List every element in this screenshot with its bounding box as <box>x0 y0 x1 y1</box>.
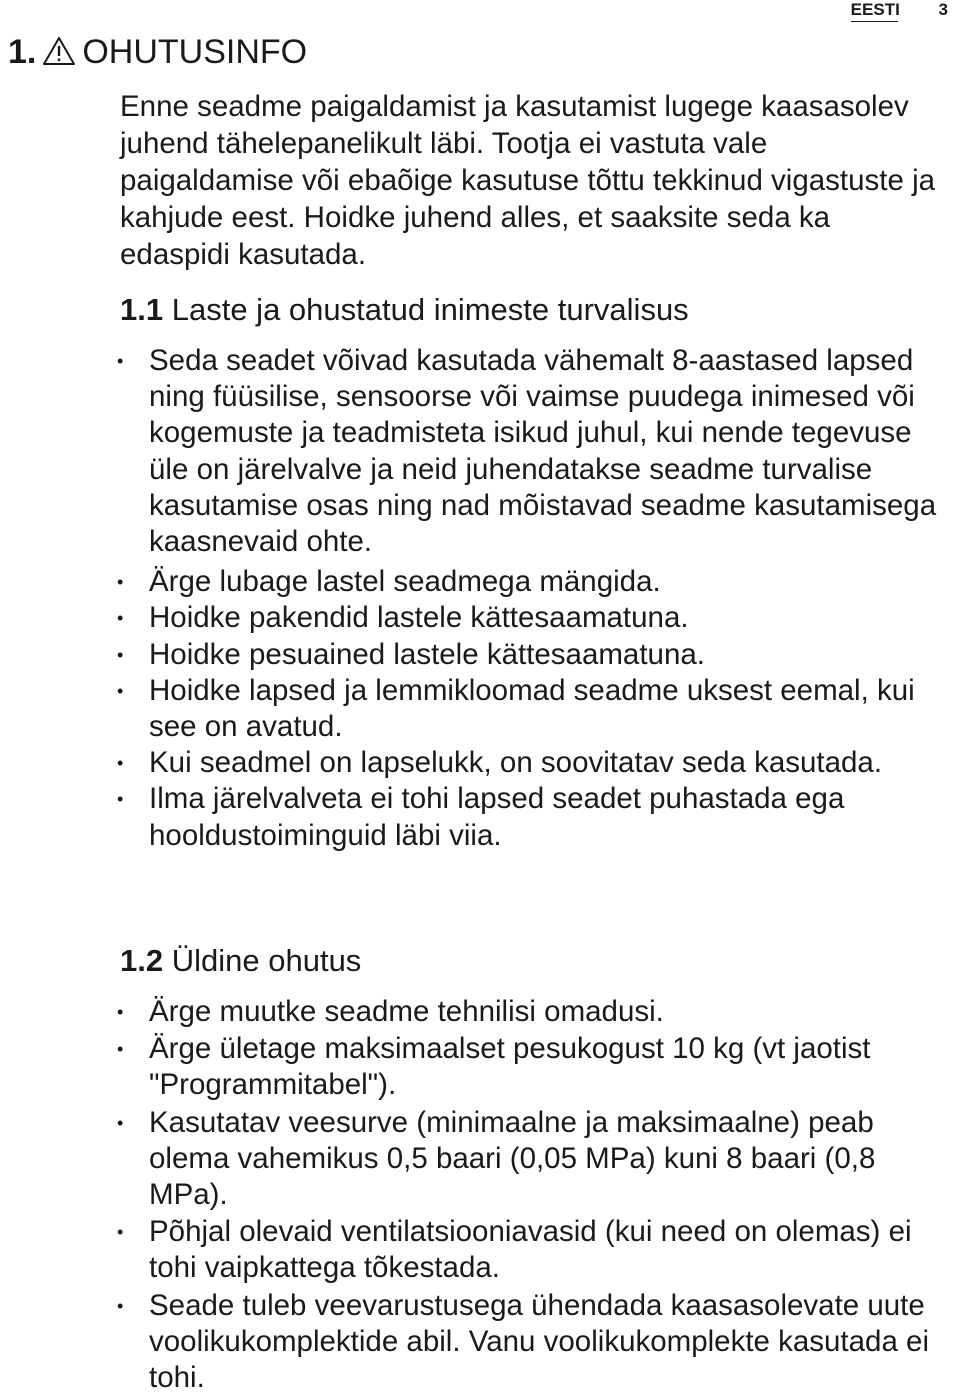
list-item <box>0 564 960 600</box>
list-item-text: Ilma järelvalveta ei tohi lapsed seadet puhastada ega hooldustoiminguid läbi viia. <box>149 782 845 852</box>
list-item-text: Seade tuleb veevarustusega ühendada kaasasolevate uute voolikukomplektide abil. Vanu voolikukomplekte kasutada ei tohi. <box>149 1288 930 1395</box>
bullet-icon: • <box>117 1112 124 1133</box>
list-item <box>0 637 960 673</box>
bullet-icon: • <box>117 572 124 593</box>
section-title-1-2 <box>120 941 361 981</box>
list-item <box>0 600 960 636</box>
list-item-text: Hoidke pesuained lastele kättesaamatuna. <box>149 637 705 671</box>
chapter-title <box>8 30 307 77</box>
bullet-icon: • <box>117 1222 124 1243</box>
list-item-text: Kasutatav veesurve (minimaalne ja maksimaalne) peab olema vahemikus 0,5 baari (0,05 MPa) kuni 8 baari (0,8 MPa). <box>149 1105 876 1212</box>
header-page-number: 3 <box>938 0 948 19</box>
list-item <box>0 1288 960 1397</box>
bullet-icon: • <box>117 680 124 701</box>
header-language: EESTI <box>850 0 900 19</box>
bullet-icon: • <box>117 1295 124 1316</box>
list-item-text: Seda seadet võivad kasutada vähemalt 8-aastased lapsed ning füüsilise, sensoorse või vaimse puudega inimesed või kogemuste ja teadmisteta isikud juhul, kui nende tegevuse üle on järelvalve ja neid juhendatakse seadme turvalise kasutamise osas ning nad mõistavad seadme kasutamisega kaasnevaid ohte. <box>149 344 937 559</box>
bullet-icon: • <box>117 608 124 629</box>
list-item <box>0 781 960 853</box>
bullet-icon: • <box>117 351 124 371</box>
list-item-text: Ärge ületage maksimaalset pesukogust 10 kg (vt jaotist "Programmitabel"). <box>149 1032 871 1102</box>
list-item <box>0 673 960 745</box>
bullet-icon: • <box>117 1039 124 1060</box>
intro-paragraph: Enne seadme paigaldamist ja kasutamist lugege kaasasolev juhend tähelepanelikult läbi. Tootja ei vastuta vale paigaldamise või ebaõige kasutuse tõttu tekkinud vigastuste ja kahjude eest. Hoidke juhend alles, et saaksite seda ka edaspidi kasutada. <box>120 90 936 271</box>
header-rule <box>851 21 898 22</box>
list-item <box>0 343 960 560</box>
list-item <box>0 994 960 1030</box>
list-item-text: Ärge muutke seadme tehnilisi omadusi. <box>149 995 664 1028</box>
section-title-text: Üldine ohutus <box>171 943 362 978</box>
list-item <box>0 1214 960 1286</box>
bullet-icon: • <box>117 644 124 665</box>
section-title-1-1 <box>120 290 689 330</box>
list-item-text: Hoidke pakendid lastele kättesaamatuna. <box>149 601 689 635</box>
bullet-icon: • <box>117 1002 124 1022</box>
bullet-icon: • <box>117 753 124 774</box>
list-item <box>0 1031 960 1103</box>
running-header <box>851 0 948 20</box>
list-item <box>0 745 960 781</box>
list-item <box>0 1105 960 1214</box>
section-number: 1.2 <box>120 943 164 978</box>
warning-triangle-icon <box>42 33 76 77</box>
section-number: 1.1 <box>120 292 164 327</box>
bullet-icon: • <box>117 789 124 810</box>
bullet-list-children-safety <box>0 343 960 854</box>
list-item-text: Hoidke lapsed ja lemmikloomad seadme uksest eemal, kui see on avatud. <box>149 673 915 744</box>
chapter-title-text: OHUTUSINFO <box>82 33 308 71</box>
section-title-text: Laste ja ohustatud inimeste turvalisus <box>171 292 689 327</box>
chapter-number: 1. <box>8 33 37 71</box>
bullet-list-general-safety <box>0 994 960 1397</box>
list-item-text: Põhjal olevaid ventilatsiooniavasid (kui need on olemas) ei tohi vaipkattega tõkestada. <box>149 1215 912 1285</box>
list-item-text: Ärge lubage lastel seadmega mängida. <box>149 565 661 599</box>
list-item-text: Kui seadmel on lapselukk, on soovitatav seda kasutada. <box>149 746 883 780</box>
